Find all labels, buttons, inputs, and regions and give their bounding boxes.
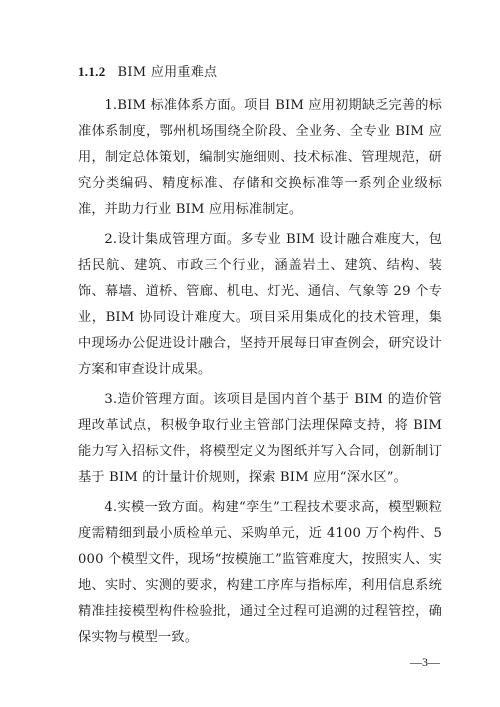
section-number: 1.1.2 [78, 64, 106, 79]
section-heading [78, 62, 442, 83]
section-title: BIM 应用重难点 [117, 65, 218, 80]
paragraph-cost-management: 3.造价管理方面。该项目是国内首个基于 BIM 的造价管理改革试点，积极争取行业主管部门法理保障支持，将 BIM 能力写入招标文件，将模型定义为图纸并写入合同，创新制订基于 BIM 的计量计价规则，探索 BIM 应用“深水区”。 [78, 392, 442, 485]
paragraph-model-consistency: 4.实模一致方面。构建“孪生”工程技术要求高，模型颗粒度需精细到最小质检单元、采购单元，近 4100 万个构件、5000 个模型文件，现场“按模施工”监管难度大，按照实人、实地、实时、实测的要求，构建工序库与指标库，利用信息系统精准挂接模型构件检验批，通过全过程可追溯的过程管控，确保实物与模型一致。 [78, 500, 442, 645]
page-number: —3— [410, 655, 440, 669]
paragraph-bim-standards: 1.BIM 标准体系方面。项目 BIM 应用初期缺乏完善的标准体系制度，鄂州机场围绕全阶段、全业务、全专业 BIM 应用，制定总体策划，编制实施细则、技术标准、管理规范，研究分类编码、精度标准、存储和交换标准等一系列企业级标准，并助力行业 BIM 应用标准制定。 [78, 98, 442, 217]
paragraph-design-integration: 2.设计集成管理方面。多专业 BIM 设计融合难度大，包括民航、建筑、市政三个行业，涵盖岩土、建筑、结构、装饰、幕墙、道桥、管廊、机电、灯光、通信、气象等 29 个专业，BIM 协同设计难度大。项目采用集成化的技术管理，集中现场办公促进设计融合，坚持开展每日审查例会，研究设计方案和审查设计成果。 [78, 232, 442, 377]
